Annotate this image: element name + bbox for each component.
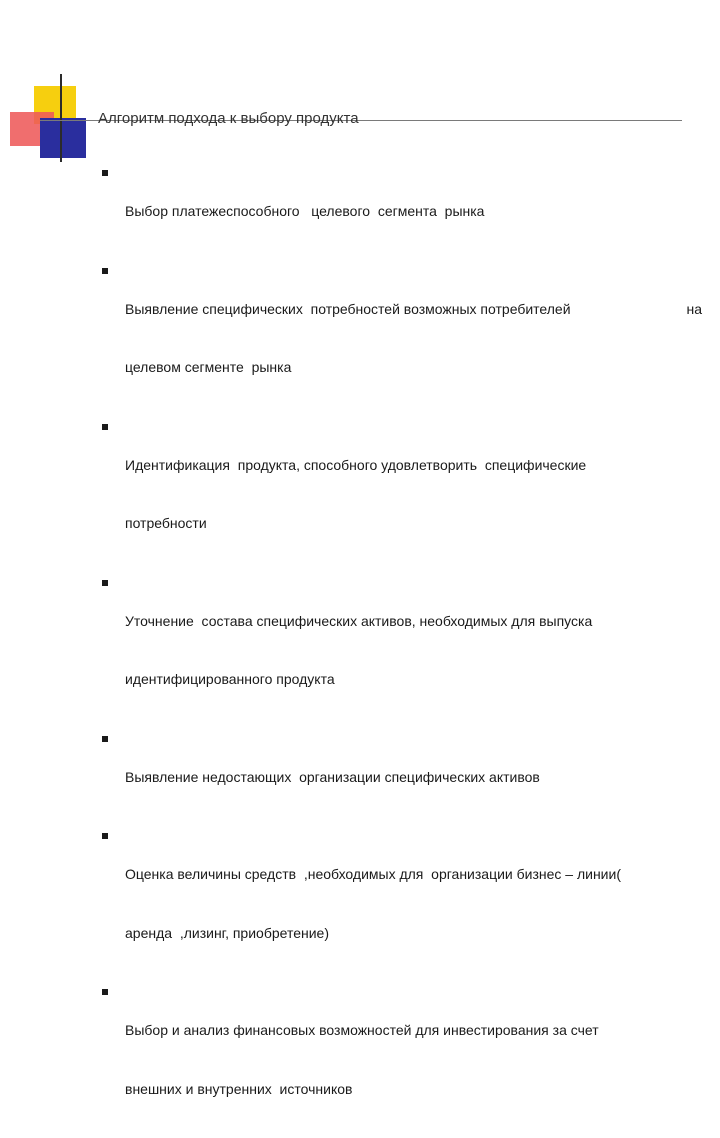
bullet-item	[98, 982, 702, 1138]
bullet-square-icon	[102, 989, 108, 995]
slide-title: Алгоритм подхода к выбору продукта	[98, 110, 359, 127]
bullet-text: Оценка величины средств ,необходимых для организации бизнес – линии(	[125, 866, 621, 882]
bullet-square-icon	[102, 736, 108, 742]
bullet-item	[98, 163, 702, 261]
decor-vertical-line	[60, 74, 62, 162]
bullet-text: Выбор и анализ финансовых возможностей для инвестирования за счет	[125, 1022, 599, 1038]
bullet-square-icon	[102, 424, 108, 430]
bullet-text: Идентификация продукта, способного удовлетворить специфические	[125, 456, 587, 473]
bullet-square-icon	[102, 833, 108, 839]
bullet-text-continued: идентифицированного продукта	[125, 671, 335, 687]
bullet-text: Выявление недостающих организации специфических активов	[125, 768, 540, 785]
bullet-list	[98, 163, 702, 1138]
bullet-text-continued: целевом сегменте рынка	[125, 359, 292, 375]
bullet-text-tail: на	[686, 300, 702, 317]
bullet-text: Уточнение состава специфических активов, необходимых для выпуска	[125, 612, 593, 629]
bullet-square-icon	[102, 170, 108, 176]
bullet-square-icon	[102, 580, 108, 586]
bullet-square-icon	[102, 268, 108, 274]
bullet-text-continued: аренда ,лизинг, приобретение)	[125, 924, 329, 941]
bullet-item	[98, 417, 702, 573]
bullet-item	[98, 573, 702, 729]
bullet-item	[98, 729, 702, 827]
bullet-text: Выявление специфических потребностей возможных потребителей	[125, 300, 571, 317]
bullet-text-continued: потребности	[125, 515, 207, 531]
decor-blue-square	[40, 118, 86, 158]
bullet-item	[98, 261, 702, 417]
bullet-text-continued: внешних и внутренних источников	[125, 1080, 353, 1097]
bullet-text: Выбор платежеспособного целевого сегмента рынка	[125, 203, 485, 219]
bullet-item	[98, 826, 702, 982]
